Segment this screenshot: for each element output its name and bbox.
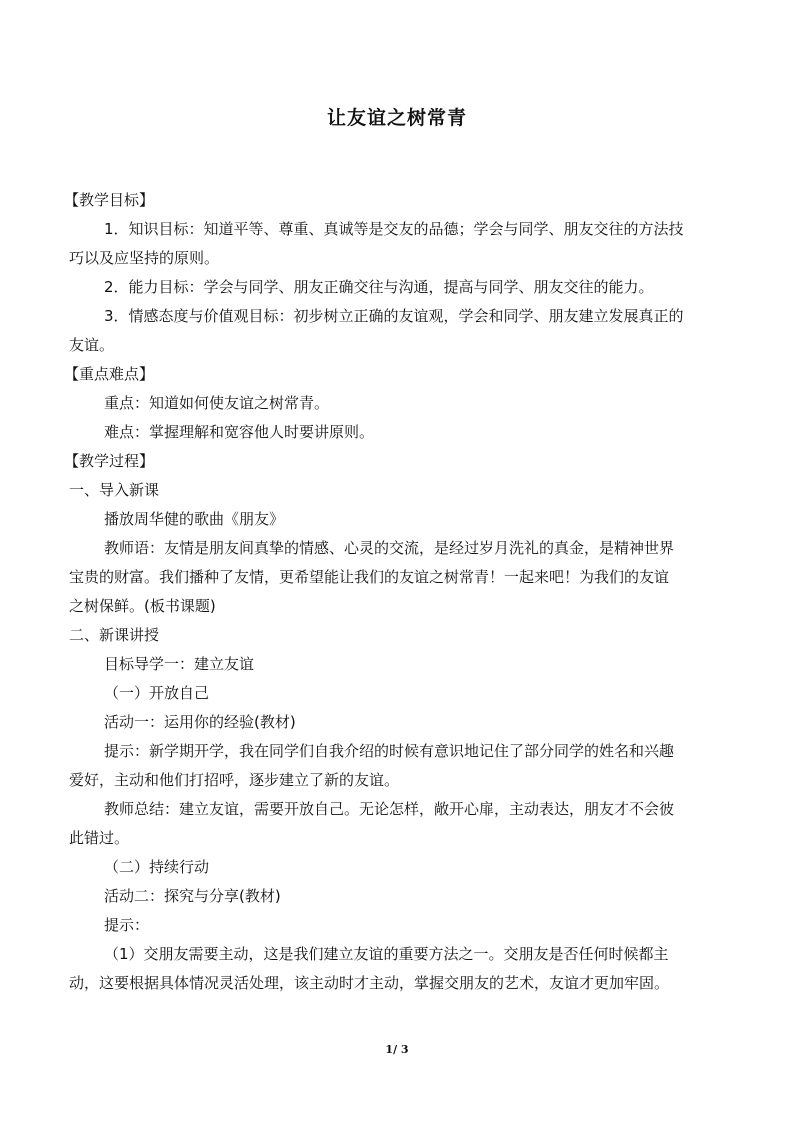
section-heading-keypoints: 【重点难点】: [64, 365, 155, 383]
subsection-title: 一、导入新课: [69, 481, 160, 499]
paragraph: 巧以及应坚持的原则。: [69, 249, 220, 267]
subsection-title: 二、新课讲授: [69, 626, 160, 644]
paragraph: （二）持续行动: [104, 858, 210, 876]
paragraph: 友谊。: [69, 336, 115, 354]
paragraph: 重点：知道如何使友谊之树常青。: [104, 394, 330, 412]
paragraph: 动，这要根据具体情况灵活处理，该主动时才主动，掌握交朋友的艺术，友谊才更加牢固。: [69, 974, 670, 992]
paragraph: 目标导学一：建立友谊: [104, 655, 255, 673]
paragraph: 此错过。: [69, 829, 130, 847]
paragraph: 播放周华健的歌曲《朋友》: [104, 510, 285, 528]
paragraph: 难点：掌握理解和宽容他人时要讲原则。: [104, 423, 375, 441]
paragraph: 提示：新学期开学，我在同学们自我介绍的时候有意识地记住了部分同学的姓名和兴趣: [104, 742, 675, 760]
paragraph: 之树保鲜。(板书课题): [69, 597, 216, 615]
paragraph: 活动二：探究与分享(教材): [104, 887, 281, 905]
section-heading-goals: 【教学目标】: [64, 191, 155, 209]
paragraph: 1．知识目标：知道平等、尊重、真诚等是交友的品德；学会与同学、朋友交往的方法技: [104, 220, 684, 238]
paragraph: 3．情感态度与价值观目标：初步树立正确的友谊观，学会和同学、朋友建立发展真正的: [104, 307, 684, 325]
paragraph: 活动一：运用你的经验(教材): [104, 713, 296, 731]
page-number: 1/ 3: [385, 1043, 409, 1056]
paragraph: 教师语：友情是朋友间真挚的情感、心灵的交流，是经过岁月洗礼的真金，是精神世界: [104, 539, 675, 557]
document-title: 让友谊之树常青: [326, 107, 467, 129]
paragraph: 爱好，主动和他们打招呼，逐步建立了新的友谊。: [69, 771, 400, 789]
paragraph: 提示：: [104, 916, 150, 934]
paragraph: 2．能力目标：学会与同学、朋友正确交往与沟通，提高与同学、朋友交往的能力。: [104, 278, 654, 296]
paragraph: 教师总结：建立友谊，需要开放自己。无论怎样，敞开心扉，主动表达，朋友才不会彼: [104, 800, 675, 818]
paragraph: （1）交朋友需要主动，这是我们建立友谊的重要方法之一。交朋友是否任何时候都主: [104, 945, 669, 963]
paragraph: （一）开放自己: [104, 684, 210, 702]
paragraph: 宝贵的财富。我们播种了友情，更希望能让我们的友谊之树常青！一起来吧！为我们的友谊: [69, 568, 670, 586]
section-heading-process: 【教学过程】: [64, 452, 155, 470]
